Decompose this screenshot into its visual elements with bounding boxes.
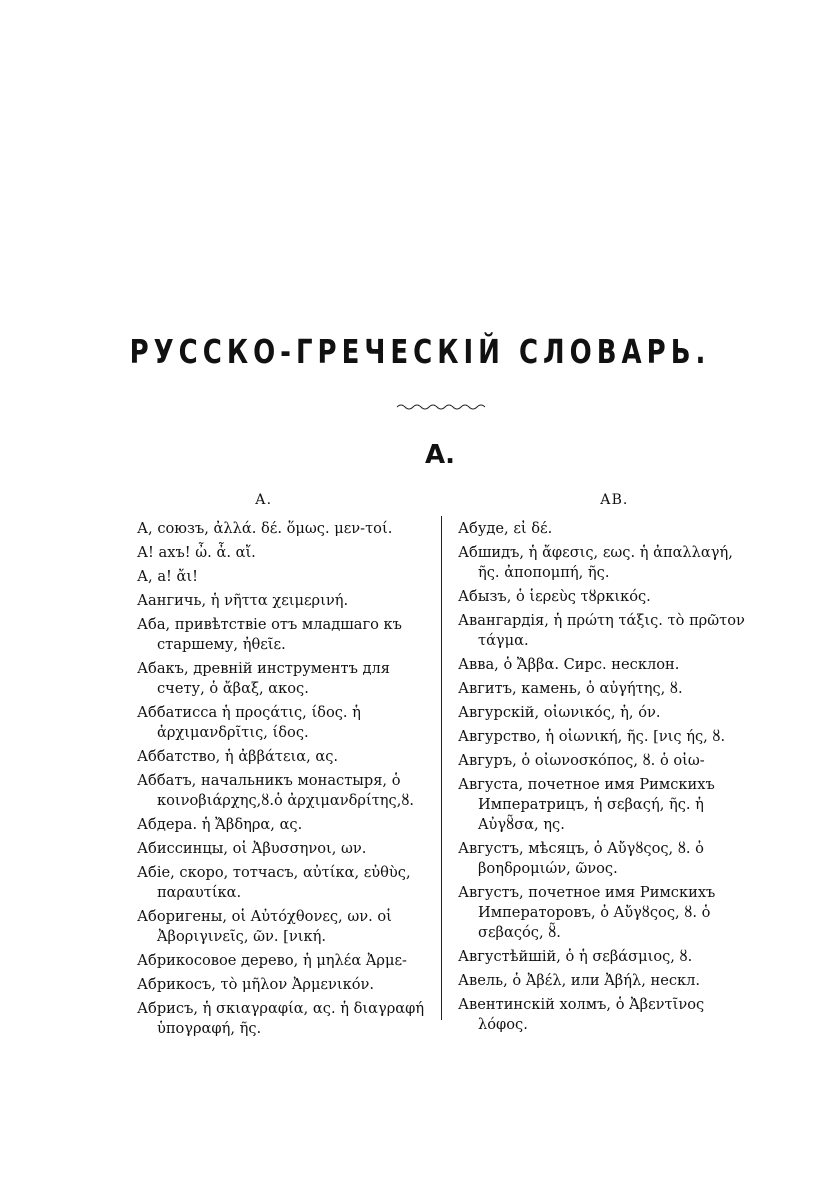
dictionary-entry <box>137 951 433 971</box>
entry-definition: ἡ σκιαγραφία, ας. ἡ διαγραφή ὑπογραφή, ῆς. <box>157 1000 425 1037</box>
dictionary-entry <box>137 591 433 611</box>
entry-definition: мѣсяцъ, ὁ Αὔγȣςος, ȣ. ὁ βοηδρομιών, ῶνος. <box>478 840 704 877</box>
entry-headword: Абрикосовое <box>137 952 237 969</box>
entry-headword: Августа, <box>458 776 524 793</box>
entry-headword: Абызъ, <box>458 588 512 605</box>
entry-definition: начальникъ монастыря, ὁ κοινοβιάρχης,ȣ.ὁ ἀρχιμανδρίτης,ȣ. <box>157 772 415 809</box>
dictionary-entry <box>137 703 433 743</box>
dictionary-entry <box>458 775 758 835</box>
entry-definition: ὁ Ἀβέλ, или Ἀβήλ, нескл. <box>507 972 701 989</box>
entry-headword: Абдера. <box>137 816 198 833</box>
entry-headword: Аббатъ, <box>137 772 197 789</box>
entry-headword: Августъ, <box>458 840 524 857</box>
entry-definition: почетное имя Римскихъ Императрицъ, ἡ σεβαςή, ῆς. ἡ Αὐγȣ̃σα, ης. <box>478 776 715 833</box>
entry-definition: ἡ προςάτις, ίδος. ἡ ἀρχιμανδρῖτις, ίδος. <box>157 704 361 741</box>
entry-definition: ахъ! ὦ. ἆ. αἴ. <box>153 544 256 561</box>
entry-definition: почетное имя Римскихъ Императоровъ, ὁ Αὔγȣςος, ȣ. ὁ σεβαςός, ȣ̃. <box>478 884 716 941</box>
dictionary-entry <box>458 727 758 747</box>
dictionary-entry <box>137 863 433 903</box>
dictionary-entry <box>137 519 433 539</box>
entry-definition: ἡ ἄφεσις, εως. ἡ ἀπαλλαγή, ῆς. ἀποπομπή, ῆς. <box>478 544 733 581</box>
dictionary-entry <box>137 771 433 811</box>
dictionary-entry <box>458 655 758 675</box>
entry-headword: А, <box>137 520 153 537</box>
dictionary-entry <box>458 703 758 723</box>
entry-definition: ὁ ἡ σεβάσμιος, ȣ. <box>560 948 693 965</box>
dictionary-entry <box>137 567 433 587</box>
entry-definition: ἡ νῆττα χειμερινή. <box>206 592 349 609</box>
dictionary-entry <box>458 947 758 967</box>
entry-headword: Абрикосъ, <box>137 976 216 993</box>
right-column <box>458 519 758 1039</box>
entry-definition: εἰ δέ. <box>508 520 553 537</box>
entry-definition: οἰωνικός, ἡ, όν. <box>539 704 661 721</box>
entry-definition: ἡ οἰωνική, ῆς. [νις ής, ȣ. <box>540 728 726 745</box>
ornament-divider <box>395 400 487 414</box>
entry-definition: дерево, ἡ μηλέα Ἀρμε- <box>236 952 407 969</box>
entry-headword: А! <box>137 544 154 561</box>
entry-headword: Аангичь, <box>137 592 207 609</box>
entry-headword: Авгурство, <box>458 728 541 745</box>
entry-definition: ἡ ἀββάτεια, ας. <box>220 748 339 765</box>
entry-definition: ὁ Ἄββα. Сирс. несклон. <box>498 656 680 673</box>
page-title: РУССКО-ГРЕЧЕСКІЙ СЛОВАРЬ. <box>129 334 711 372</box>
entry-headword: Абрисъ, <box>137 1000 199 1017</box>
entry-definition: ἡ Ἄβδηρα, ας. <box>197 816 303 833</box>
column-divider <box>441 516 442 1020</box>
section-letter: А. <box>425 440 455 470</box>
entry-definition: древній инструментъ для счету, ὁ ἄβαξ, ακος. <box>157 660 390 697</box>
entry-headword: Абакъ, <box>137 660 189 677</box>
entry-headword: Абуде, <box>458 520 509 537</box>
entry-definition: союзъ, ἀλλά. δέ. ὅμως. μεν-τοί. <box>152 520 393 537</box>
entry-headword: А, <box>137 568 153 585</box>
dictionary-entry <box>458 971 758 991</box>
entry-definition: οἱ Ἀβυσσηνοι, ων. <box>228 840 367 857</box>
right-column-header: АВ. <box>600 492 629 508</box>
entry-headword: Августъ, <box>458 884 524 901</box>
dictionary-entry <box>137 839 433 859</box>
entry-definition: а! ἄι! <box>152 568 198 585</box>
entry-headword: Авгитъ, <box>458 680 517 697</box>
entry-headword: Абиссинцы, <box>137 840 229 857</box>
entry-headword: Авель, <box>458 972 508 989</box>
dictionary-entry <box>137 543 433 563</box>
dictionary-entry <box>137 615 433 655</box>
entry-headword: Авгурскій, <box>458 704 540 721</box>
dictionary-entry <box>137 907 433 947</box>
dictionary-entry <box>458 839 758 879</box>
dictionary-entry <box>137 815 433 835</box>
dictionary-entry <box>458 679 758 699</box>
entry-headword: Авва, <box>458 656 499 673</box>
entry-headword: Авентинскій <box>458 996 555 1013</box>
dictionary-entry <box>458 883 758 943</box>
entry-headword: Авангардія, <box>458 612 549 629</box>
entry-headword: Авгуръ, <box>458 752 517 769</box>
dictionary-entry <box>458 543 758 583</box>
dictionary-entry <box>137 659 433 699</box>
entry-headword: Августѣйшій, <box>458 948 561 965</box>
entry-headword: Абіе, <box>137 864 175 881</box>
entry-definition: οἱ Αὐτόχθονες, ων. οἱ Ἀβοριγινεῖς, ῶν. [νική. <box>157 908 392 945</box>
entry-definition: ὁ οἰωνοσκόπος, ȣ. ὁ οἰω- <box>516 752 705 769</box>
left-column-header: А. <box>255 492 273 508</box>
entry-definition: ἡ πρώτη τάξις. τὸ πρῶτον τάγμα. <box>478 612 745 649</box>
entry-definition: камень, ὁ αὐγήτης, ȣ. <box>516 680 683 697</box>
entry-definition: скоро, тотчасъ, αὐτίκα, εὐθὺς, παραυτίκα. <box>157 864 411 901</box>
dictionary-entry <box>137 975 433 995</box>
entry-headword: Аббатство, <box>137 748 221 765</box>
entry-definition: τὸ μῆλον Ἀρμενικόν. <box>215 976 375 993</box>
entry-headword: Аборигены, <box>137 908 227 925</box>
entry-definition: ὁ ἱερεὺς τȣρκικός. <box>511 588 651 605</box>
entry-definition: холмъ, ὁ Ἀβεντῖνος λόφος. <box>478 996 705 1033</box>
dictionary-entry <box>458 995 758 1035</box>
dictionary-entry <box>458 751 758 771</box>
dictionary-entry <box>458 519 758 539</box>
dictionary-entry <box>137 747 433 767</box>
entry-headword: Абшидъ, <box>458 544 525 561</box>
left-column <box>137 519 433 1043</box>
dictionary-entry <box>137 999 433 1039</box>
dictionary-entry <box>458 587 758 607</box>
entry-headword: Аббатисса <box>137 704 218 721</box>
dictionary-entry <box>458 611 758 651</box>
entry-definition: привѣтствіе отъ младшаго къ старшему, ἠθεῖε. <box>157 616 402 653</box>
entry-headword: Аба, <box>137 616 171 633</box>
